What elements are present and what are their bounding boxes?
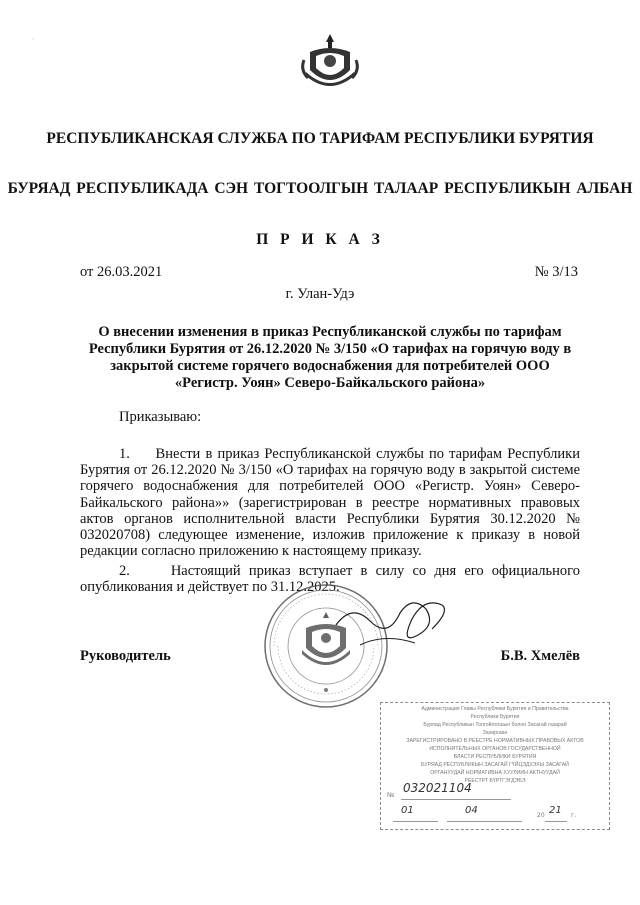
stamp-line: ЗАРЕГИСТРИРОВАНО В РЕЕСТРЕ НОРМАТИВНЫХ ПРАВОВЫХ АКТОВ bbox=[406, 738, 584, 744]
stamp-line: Захиргаан bbox=[482, 730, 508, 736]
organization-name-bur: БУРЯАД РЕСПУБЛИКАДА СЭН ТОГТООЛГЫН ТАЛААР РЕСПУБЛИКЫН АЛБАН bbox=[7, 180, 633, 197]
stamp-line: РЕЕСТРТ БҮРТГЭГДЭБЭ bbox=[464, 778, 526, 784]
order-city: г. Улан-Удэ bbox=[285, 286, 355, 302]
stamp-date-suffix: г. bbox=[571, 812, 577, 819]
handwritten-signature bbox=[330, 585, 455, 660]
stamp-line: Администрация Главы Республики Бурятия и Правительства bbox=[421, 706, 569, 712]
order-subject: О внесении изменения в приказ Республиканской службы по тарифам Республики Бурятия от 26.12.2020 № 3/150 «О тарифах на горячую воду в закрытой системе горячего водоснабжения для потребителей ООО «Регистр. Уоян» Северо-Байкальского района» bbox=[88, 324, 572, 391]
order-word: Приказываю: bbox=[119, 409, 202, 425]
order-date: от 26.03.2021 bbox=[80, 264, 163, 280]
stamp-date bbox=[387, 805, 597, 825]
order-item-2: 2. Настоящий приказ вступает в силу со дня его официального опубликования и действует по 31.12.2025. bbox=[80, 563, 580, 596]
stamp-date-month: 04 bbox=[465, 805, 478, 816]
signatory-name: Б.В. Хмелёв bbox=[500, 648, 580, 664]
order-item-1: 1. Внести в приказ Республиканской службы по тарифам Республики Бурятия от 26.12.2020 № 3/150 «О тарифах на горячую воду в закрытой системе горячего водоснабжения для потребителей ООО «Регистр. Уоян» Северо-Байкальского района»» (зарегистрирован в реестре нормативных правовых актов органов исполнительной власти Республики Бурятия 30.12.2020 № 032020708) следующее изменение, изложив приложение к приказу в новой редакции согласно приложению к настоящему приказу. bbox=[80, 446, 580, 560]
stamp-date-year: 21 bbox=[549, 805, 562, 816]
signatory-role: Руководитель bbox=[80, 648, 171, 664]
stamp-line: Буряад Республикын Толгойлогшын болон Засагай газарай bbox=[423, 722, 567, 728]
stamp-line: ВЛАСТИ РЕСПУБЛИКИ БУРЯТИЯ bbox=[453, 754, 537, 760]
stamp-date-year-prefix: 20 bbox=[537, 812, 545, 819]
document-type-title: П Р И К А З bbox=[256, 231, 384, 248]
registration-stamp bbox=[380, 702, 610, 830]
coat-of-arms-emblem bbox=[298, 30, 362, 94]
stamp-reg-prefix: № bbox=[387, 792, 395, 799]
stamp-line: ОРГАНУУДАЙ НОРМАТИВНА ХУУЛИИН АКТНУУДАЙ bbox=[430, 770, 560, 776]
stamp-date-day: 01 bbox=[401, 805, 414, 816]
stamp-line: ИСПОЛНИТЕЛЬНЫХ ОРГАНОВ ГОСУДАРСТВЕННОЙ bbox=[429, 746, 561, 752]
stamp-line: БУРЯАД РЕСПУБЛИКЫН ЗАСАГАЙ ГҮЙЦЭДХЭХЫ ЗАСАГАЙ bbox=[421, 762, 569, 768]
organization-name-ru: РЕСПУБЛИКАНСКАЯ СЛУЖБА ПО ТАРИФАМ РЕСПУБЛИКИ БУРЯТИЯ bbox=[46, 130, 594, 147]
order-number: № 3/13 bbox=[534, 264, 578, 280]
scan-mark: ʻ bbox=[32, 38, 34, 44]
stamp-registration-number: 032021104 bbox=[403, 781, 472, 795]
stamp-line: Республики Бурятия bbox=[470, 714, 520, 720]
